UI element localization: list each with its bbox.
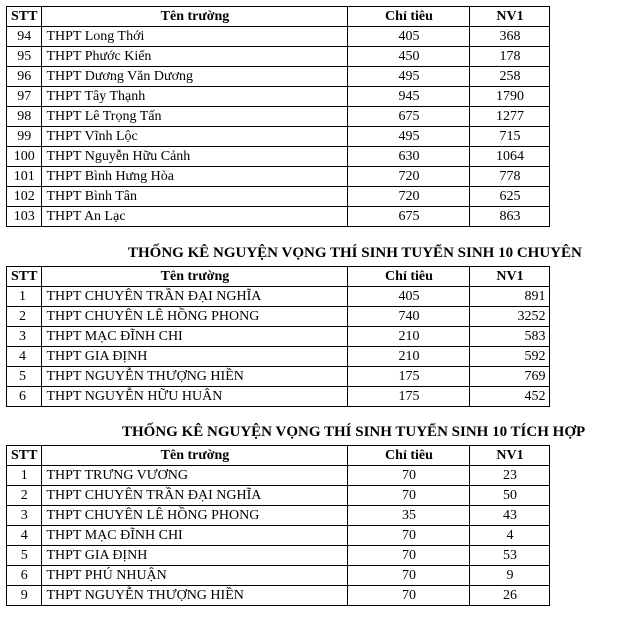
table-row — [7, 387, 550, 407]
table-header-row — [7, 446, 550, 466]
header-nv1: NV1 — [470, 267, 550, 287]
cell-stt: 5 — [7, 367, 42, 387]
cell-school-name: THPT NGUYỄN THƯỢNG HIỀN — [42, 586, 348, 606]
cell-nv1: 50 — [470, 486, 550, 506]
header-quota: Chỉ tiêu — [348, 7, 470, 27]
cell-nv1: 9 — [470, 566, 550, 586]
cell-school-name: THPT CHUYÊN LÊ HỒNG PHONG — [42, 506, 348, 526]
header-stt: STT — [7, 267, 42, 287]
cell-stt: 100 — [7, 147, 42, 167]
table-row — [7, 27, 550, 47]
table-row — [7, 207, 550, 227]
table-row — [7, 526, 550, 546]
cell-nv1: 23 — [470, 466, 550, 486]
table-row — [7, 327, 550, 347]
cell-stt: 98 — [7, 107, 42, 127]
cell-school-name: THPT Bình Hưng Hòa — [42, 167, 348, 187]
table-row — [7, 87, 550, 107]
cell-school-name: THPT Lê Trọng Tấn — [42, 107, 348, 127]
cell-quota: 405 — [348, 287, 470, 307]
cell-stt: 6 — [7, 566, 42, 586]
cell-quota: 720 — [348, 187, 470, 207]
cell-quota: 70 — [348, 486, 470, 506]
cell-stt: 4 — [7, 526, 42, 546]
header-quota: Chỉ tiêu — [348, 267, 470, 287]
table-integrated-schools — [6, 445, 550, 606]
cell-stt: 95 — [7, 47, 42, 67]
cell-nv1: 583 — [470, 327, 550, 347]
cell-stt: 99 — [7, 127, 42, 147]
cell-nv1: 43 — [470, 506, 550, 526]
cell-nv1: 3252 — [470, 307, 550, 327]
cell-school-name: THPT CHUYÊN TRẦN ĐẠI NGHĨA — [42, 486, 348, 506]
cell-school-name: THPT GIA ĐỊNH — [42, 347, 348, 367]
cell-quota: 945 — [348, 87, 470, 107]
cell-stt: 2 — [7, 486, 42, 506]
cell-quota: 675 — [348, 207, 470, 227]
header-stt: STT — [7, 446, 42, 466]
cell-school-name: THPT MẠC ĐĨNH CHI — [42, 327, 348, 347]
header-school-name: Tên trường — [42, 446, 348, 466]
cell-stt: 3 — [7, 327, 42, 347]
cell-quota: 630 — [348, 147, 470, 167]
cell-quota: 720 — [348, 167, 470, 187]
cell-quota: 405 — [348, 27, 470, 47]
cell-nv1: 891 — [470, 287, 550, 307]
table-header-row — [7, 7, 550, 27]
cell-quota: 210 — [348, 327, 470, 347]
cell-nv1: 368 — [470, 27, 550, 47]
cell-stt: 97 — [7, 87, 42, 107]
table-row — [7, 107, 550, 127]
cell-nv1: 26 — [470, 586, 550, 606]
table-row — [7, 546, 550, 566]
cell-school-name: THPT TRƯNG VƯƠNG — [42, 466, 348, 486]
cell-nv1: 452 — [470, 387, 550, 407]
cell-stt: 102 — [7, 187, 42, 207]
cell-school-name: THPT CHUYÊN TRẦN ĐẠI NGHĨA — [42, 287, 348, 307]
cell-stt: 94 — [7, 27, 42, 47]
table-row — [7, 367, 550, 387]
cell-stt: 1 — [7, 287, 42, 307]
table-row — [7, 287, 550, 307]
cell-quota: 210 — [348, 347, 470, 367]
cell-school-name: THPT GIA ĐỊNH — [42, 546, 348, 566]
cell-quota: 70 — [348, 526, 470, 546]
header-nv1: NV1 — [470, 446, 550, 466]
table-header-row — [7, 267, 550, 287]
cell-school-name: THPT An Lạc — [42, 207, 348, 227]
cell-school-name: THPT PHÚ NHUẬN — [42, 566, 348, 586]
table-row — [7, 486, 550, 506]
cell-nv1: 1790 — [470, 87, 550, 107]
cell-school-name: THPT Vĩnh Lộc — [42, 127, 348, 147]
cell-stt: 4 — [7, 347, 42, 367]
cell-nv1: 53 — [470, 546, 550, 566]
cell-quota: 175 — [348, 387, 470, 407]
cell-school-name: THPT Bình Tân — [42, 187, 348, 207]
table-row — [7, 566, 550, 586]
table-row — [7, 307, 550, 327]
cell-quota: 495 — [348, 127, 470, 147]
cell-nv1: 258 — [470, 67, 550, 87]
table-regular-schools — [6, 6, 550, 227]
cell-school-name: THPT Phước Kiển — [42, 47, 348, 67]
cell-nv1: 1064 — [470, 147, 550, 167]
cell-stt: 5 — [7, 546, 42, 566]
cell-quota: 495 — [348, 67, 470, 87]
cell-school-name: THPT Long Thới — [42, 27, 348, 47]
table-row — [7, 187, 550, 207]
cell-school-name: THPT CHUYÊN LÊ HỒNG PHONG — [42, 307, 348, 327]
cell-stt: 101 — [7, 167, 42, 187]
cell-quota: 70 — [348, 566, 470, 586]
cell-quota: 35 — [348, 506, 470, 526]
cell-quota: 70 — [348, 466, 470, 486]
header-school-name: Tên trường — [42, 267, 348, 287]
header-nv1: NV1 — [470, 7, 550, 27]
cell-stt: 96 — [7, 67, 42, 87]
table-row — [7, 586, 550, 606]
cell-school-name: THPT NGUYỄN THƯỢNG HIỀN — [42, 367, 348, 387]
cell-school-name: THPT Tây Thạnh — [42, 87, 348, 107]
table-row — [7, 466, 550, 486]
section-title-specialized: THỐNG KÊ NGUYỆN VỌNG THÍ SINH TUYỂN SINH 10 CHUYÊN — [128, 245, 582, 261]
table-row — [7, 506, 550, 526]
table-row — [7, 67, 550, 87]
cell-nv1: 1277 — [470, 107, 550, 127]
table-row — [7, 47, 550, 67]
cell-nv1: 769 — [470, 367, 550, 387]
table-row — [7, 167, 550, 187]
cell-nv1: 715 — [470, 127, 550, 147]
table-row — [7, 127, 550, 147]
cell-nv1: 4 — [470, 526, 550, 546]
cell-quota: 175 — [348, 367, 470, 387]
table-specialized-schools — [6, 266, 550, 407]
table-row — [7, 147, 550, 167]
header-school-name: Tên trường — [42, 7, 348, 27]
cell-quota: 450 — [348, 47, 470, 67]
cell-stt: 6 — [7, 387, 42, 407]
cell-nv1: 592 — [470, 347, 550, 367]
cell-quota: 675 — [348, 107, 470, 127]
cell-school-name: THPT NGUYỄN HỮU HUÂN — [42, 387, 348, 407]
header-stt: STT — [7, 7, 42, 27]
header-quota: Chỉ tiêu — [348, 446, 470, 466]
cell-quota: 70 — [348, 586, 470, 606]
cell-nv1: 863 — [470, 207, 550, 227]
table-row — [7, 347, 550, 367]
cell-quota: 70 — [348, 546, 470, 566]
cell-stt: 2 — [7, 307, 42, 327]
cell-quota: 740 — [348, 307, 470, 327]
cell-school-name: THPT MẠC ĐĨNH CHI — [42, 526, 348, 546]
cell-nv1: 178 — [470, 47, 550, 67]
section-title-integrated: THỐNG KÊ NGUYỆN VỌNG THÍ SINH TUYỂN SINH 10 TÍCH HỢP — [122, 424, 586, 440]
cell-nv1: 778 — [470, 167, 550, 187]
cell-school-name: THPT Dương Văn Dương — [42, 67, 348, 87]
cell-nv1: 625 — [470, 187, 550, 207]
cell-school-name: THPT Nguyễn Hữu Cảnh — [42, 147, 348, 167]
cell-stt: 103 — [7, 207, 42, 227]
cell-stt: 9 — [7, 586, 42, 606]
cell-stt: 1 — [7, 466, 42, 486]
cell-stt: 3 — [7, 506, 42, 526]
